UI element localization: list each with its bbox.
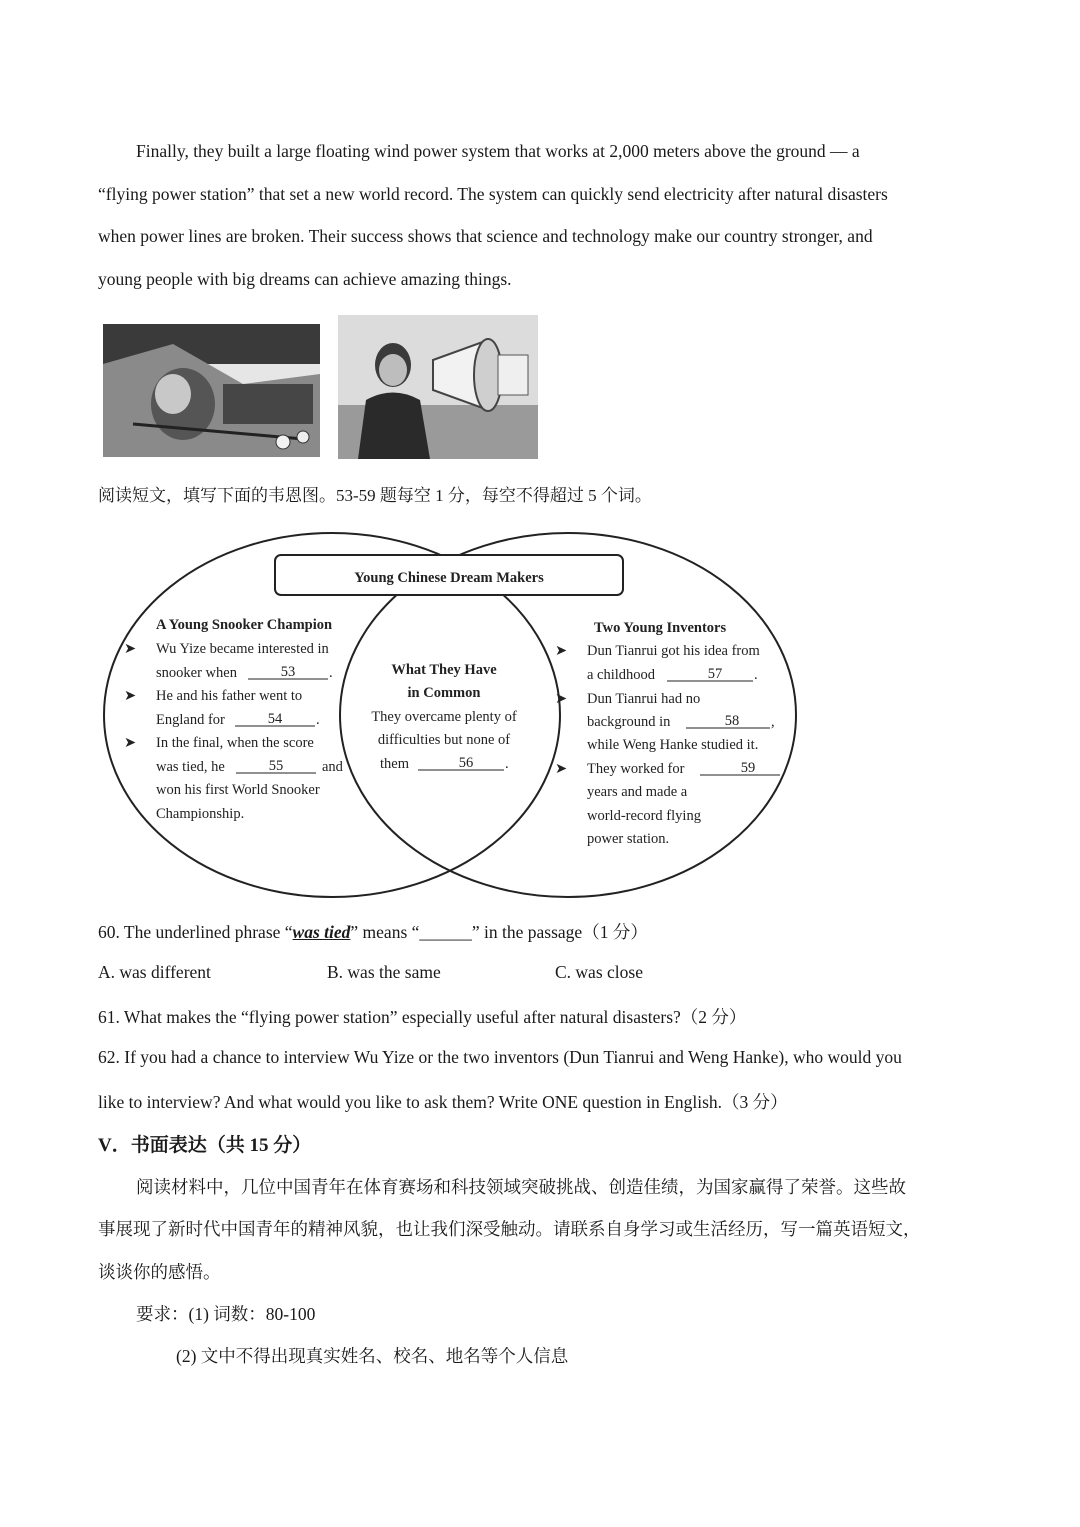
q60-option-a: A. was different xyxy=(98,962,211,982)
svg-text:.: . xyxy=(754,667,758,683)
left-b2-l1: He and his father went to xyxy=(156,688,303,704)
left-b3-l2a: was tied, he xyxy=(156,759,225,775)
section-5-requirement-2: (2) 文中不得出现真实姓名、校名、地名等个人信息 xyxy=(176,1346,569,1366)
left-b2-l2: England for xyxy=(156,712,225,728)
svg-text:.: . xyxy=(316,712,320,728)
left-b3-l1: In the final, when the score xyxy=(156,735,314,751)
svg-text:.: . xyxy=(505,756,509,772)
left-b1-l2: snooker when xyxy=(156,665,237,681)
right-b2-l1: Dun Tianrui had no xyxy=(587,691,701,707)
svg-text:➤: ➤ xyxy=(124,735,137,751)
right-b3-l2: years and made a xyxy=(587,784,688,800)
left-b1-l1: Wu Yize became interested in xyxy=(156,641,329,657)
svg-text:➤: ➤ xyxy=(555,643,568,659)
q60-option-c: C. was close xyxy=(555,962,643,982)
venn-instruction: 阅读短文，填写下面的韦恩图。53-59 题每空 1 分，每空不得超过 5 个词。 xyxy=(98,486,652,505)
passage-line-2: “flying power station” that set a new world record. The system can quickly send electricity after natural disasters xyxy=(98,184,888,204)
q60-underlined-phrase: was tied xyxy=(292,922,351,942)
section-5-para-line-2: 事展现了新时代中国青年的精神风貌，也让我们深受触动。请联系自身学习或生活经历，写一篇英语短文， xyxy=(98,1219,921,1239)
middle-heading-1: What They Have xyxy=(391,662,497,678)
middle-l2: difficulties but none of xyxy=(377,732,511,748)
left-b3-l4: Championship. xyxy=(156,806,245,822)
blank-57: 57 xyxy=(707,666,723,682)
venn-middle-section xyxy=(371,662,517,772)
passage-line-1: Finally, they built a large floating wind power system that works at 2,000 meters above the ground — a xyxy=(136,141,860,161)
venn-title: Young Chinese Dream Makers xyxy=(354,570,544,586)
q60-suffix: ” means “______” in the passage（1 分） xyxy=(350,922,648,942)
right-b1-l2: a childhood xyxy=(587,667,656,683)
right-b2-l2: background in xyxy=(587,714,671,730)
left-heading: A Young Snooker Champion xyxy=(156,617,333,633)
svg-text:➤: ➤ xyxy=(555,691,568,707)
section-5-requirement-1: 要求：(1) 词数：80-100 xyxy=(136,1304,316,1324)
middle-l1: They overcame plenty of xyxy=(371,709,517,725)
section-5-para-line-1: 阅读材料中，几位中国青年在体育赛场和科技领域突破挑战、创造佳绩，为国家赢得了荣誉。这些故 xyxy=(136,1177,906,1197)
q60-prefix: 60. The underlined phrase “ xyxy=(98,922,293,942)
question-61: 61. What makes the “flying power station” especially useful after natural disasters?（2 分） xyxy=(98,1007,747,1027)
svg-text:➤: ➤ xyxy=(124,688,137,704)
q60-option-b: B. was the same xyxy=(327,962,441,982)
svg-text:,: , xyxy=(771,714,775,730)
blank-58: 58 xyxy=(724,713,740,729)
snooker-photo xyxy=(103,324,320,457)
passage-line-3: when power lines are broken. Their success shows that science and technology make our country stronger, and xyxy=(98,226,873,246)
venn-diagram xyxy=(100,515,820,905)
svg-text:➤: ➤ xyxy=(555,761,568,777)
right-b1-l1: Dun Tianrui got his idea from xyxy=(587,643,760,659)
svg-text:➤: ➤ xyxy=(124,641,137,657)
question-60 xyxy=(98,919,648,944)
blank-54: 54 xyxy=(267,711,283,727)
venn-right-section xyxy=(555,620,780,847)
blank-55: 55 xyxy=(268,758,284,774)
middle-heading-2: in Common xyxy=(407,685,481,701)
left-b3-l2b: and xyxy=(322,759,343,775)
right-b2-l3: while Weng Hanke studied it. xyxy=(587,737,759,753)
blank-59: 59 xyxy=(740,760,756,776)
section-5-heading: V．书面表达（共 15 分） xyxy=(98,1135,312,1156)
question-62-line-1: 62. If you had a chance to interview Wu Yize or the two inventors (Dun Tianrui and Weng Hanke), who would you xyxy=(98,1047,902,1067)
blank-53: 53 xyxy=(280,664,296,680)
question-62-line-2: like to interview? And what would you like to ask them? Write ONE question in English.（3 分） xyxy=(98,1092,788,1112)
right-b3-l3: world-record flying xyxy=(587,808,701,824)
venn-left-section xyxy=(124,617,344,822)
right-heading: Two Young Inventors xyxy=(594,620,727,636)
svg-text:.: . xyxy=(329,665,333,681)
left-b3-l3: won his first World Snooker xyxy=(156,782,320,798)
section-5-para-line-3: 谈谈你的感悟。 xyxy=(98,1262,221,1282)
right-b3-l4: power station. xyxy=(587,831,670,847)
right-b3-l1: They worked for xyxy=(587,761,685,777)
passage-line-4: young people with big dreams can achieve amazing things. xyxy=(98,269,512,289)
blank-56: 56 xyxy=(458,755,474,771)
inventor-photo xyxy=(338,315,538,459)
middle-l3: them xyxy=(380,756,409,772)
